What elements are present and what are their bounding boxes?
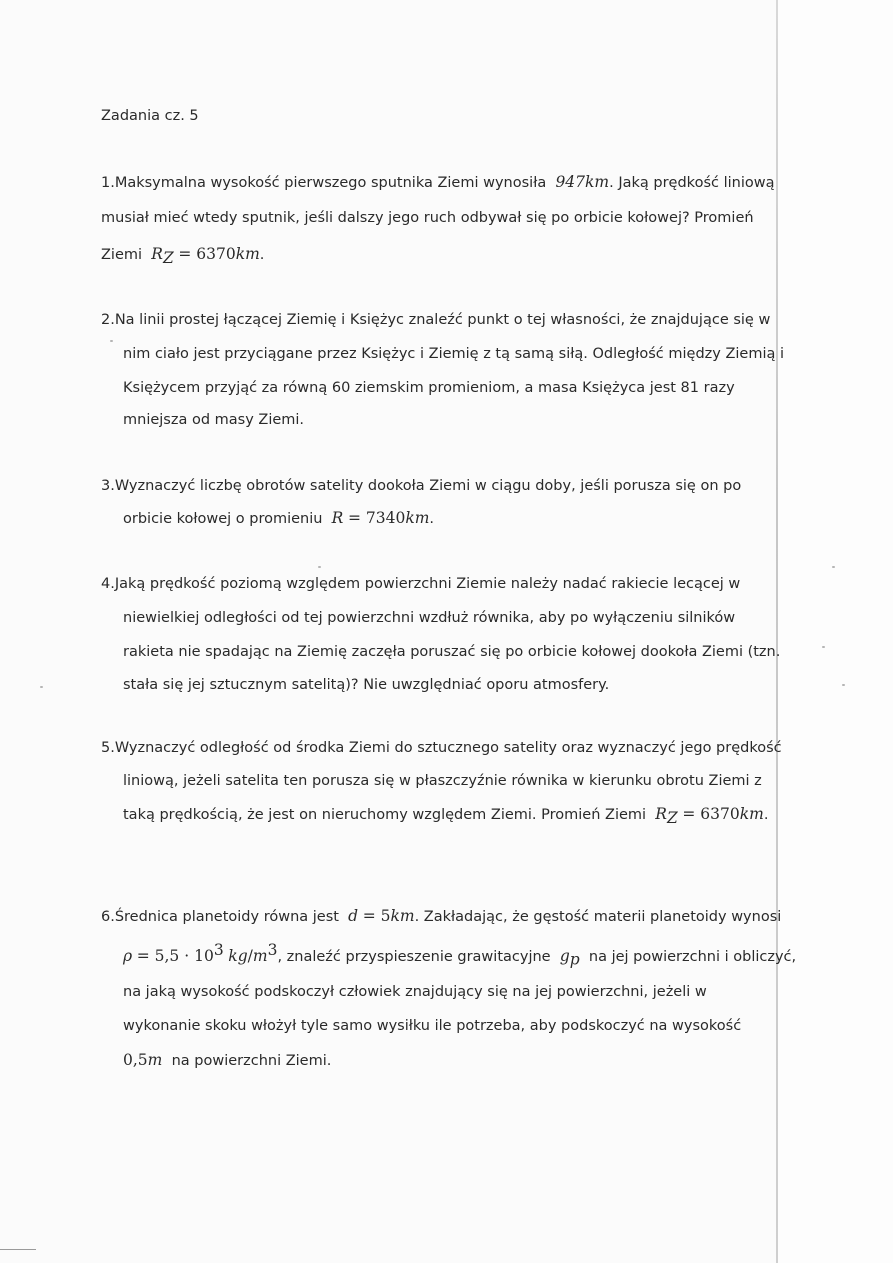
scan-speck [40,686,43,688]
task-line: 3.Wyznaczyć liczbę obrotów satelity dookoła Ziemi w ciągu doby, jeśli porusza się on po [101,478,742,494]
task-line: 4.Jaką prędkość poziomą względem powierzchni Ziemie należy nadać rakiecie lecącej w [101,576,741,592]
task-line: nim ciało jest przyciągane przez Księżyc i Ziemię z tą samą siłą. Odległość między Ziemią i [123,346,785,362]
task-line: liniową, jeżeli satelita ten porusza się w płaszczyźnie równika w kierunku obrotu Ziemi z [123,773,762,789]
task-line: niewielkiej odległości od tej powierzchni wzdłuż równika, aby po wyłączeniu silników [123,610,736,626]
task-line: 0,5m na powierzchni Ziemi. [123,1051,332,1069]
scan-speck [318,566,321,568]
task-line: na jaką wysokość podskoczył człowiek znajdujący się na jej powierzchni, jeżeli w [123,984,707,1000]
scan-speck [832,566,835,568]
scan-speck [110,340,113,342]
task-line: 1.Maksymalna wysokość pierwszego sputnika Ziemi wynosiła 947km. Jaką prędkość liniową [101,173,775,191]
scan-margin [778,0,893,1263]
document-title: Zadania cz. 5 [101,108,199,124]
task-line: mniejsza od masy Ziemi. [123,412,305,428]
math-expression: 947km [555,173,610,191]
task-line: taką prędkością, że jest on nieruchomy względem Ziemi. Promień Ziemi $R_Z = 6370km$. [123,805,769,827]
task-line: Ziemi $R_Z = 6370km$. [101,245,265,267]
task-line: musiał mieć wtedy sputnik, jeśli dalszy jego ruch odbywał się po orbicie kołowej? Promień [101,210,754,226]
task-line: stała się jej sztucznym satelitą)? Nie uwzględniać oporu atmosfery. [123,677,610,693]
task-line: wykonanie skoku włożył tyle samo wysiłku ile potrzeba, aby podskoczyć na wysokość [123,1018,742,1034]
task-line: $\rho = 5,5 \cdot 10^3$ $kg/m^3$, znaleźć przyspieszenie grawitacyjne $g_p$ na jej powierzchni i obliczyć, [123,941,797,969]
task-line: Księżycem przyjąć za równą 60 ziemskim promieniom, a masa Księżyca jest 81 razy [123,380,735,396]
scan-speck [822,646,825,648]
task-line: 5.Wyznaczyć odległość od środka Ziemi do sztucznego satelity oraz wyznaczyć jego prędkość [101,740,782,756]
scan-speck [842,684,845,686]
task-line: rakieta nie spadając na Ziemię zaczęła poruszać się po orbicie kołowej dookoła Ziemi (tzn. [123,644,781,660]
scan-edge-line [776,0,778,1263]
task-line: 2.Na linii prostej łączącej Ziemię i Księżyc znaleźć punkt o tej własności, że znajdujące się w [101,312,771,328]
task-line: orbicie kołowej o promieniu R = 7340km. [123,509,435,527]
scan-corner-mark [0,1249,36,1250]
task-line: 6.Średnica planetoidy równa jest d = 5km. Zakładając, że gęstość materii planetoidy wynosi [101,907,782,925]
